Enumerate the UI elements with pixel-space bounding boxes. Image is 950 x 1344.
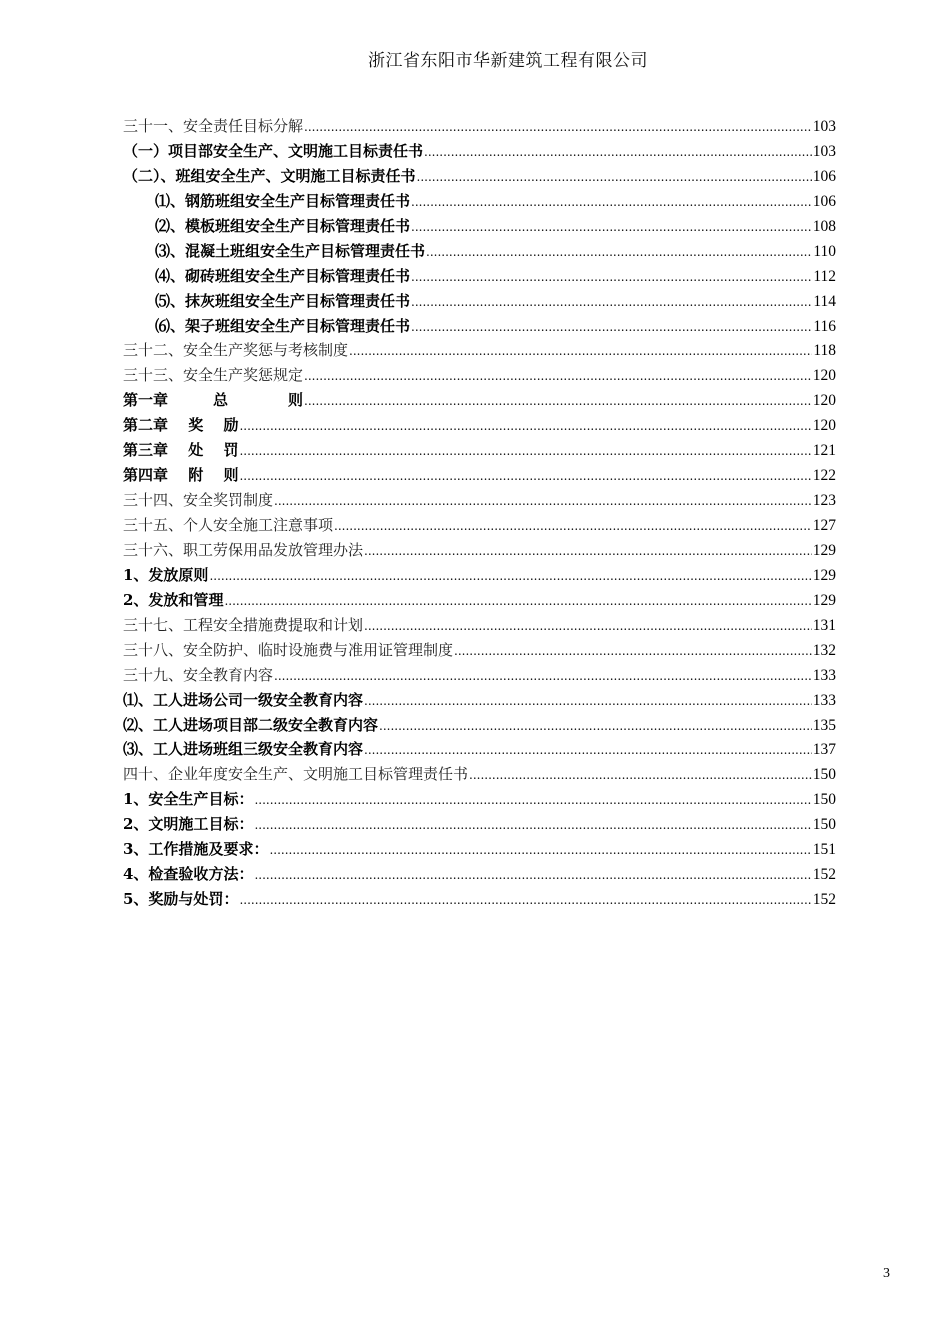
toc-entry[interactable] xyxy=(123,114,836,139)
toc-dot-leader xyxy=(364,738,812,763)
toc-dot-leader xyxy=(254,813,811,838)
toc-entry[interactable] xyxy=(123,413,836,438)
toc-entry-title: ⑵、模板班组安全生产目标管理责任书 xyxy=(155,216,411,235)
toc-entry[interactable] xyxy=(123,363,836,388)
toc-dot-leader xyxy=(417,165,812,190)
toc-entry-title: 第一章 总 则 xyxy=(123,391,304,410)
toc-dot-leader xyxy=(469,763,812,788)
toc-entry-title: ⑶、混凝土班组安全生产目标管理责任书 xyxy=(155,241,426,260)
toc-dot-leader xyxy=(304,364,812,389)
toc-entry-page: 123 xyxy=(812,492,836,510)
toc-dot-leader xyxy=(239,888,811,913)
toc-entry[interactable] xyxy=(123,289,836,314)
toc-entry-page: 137 xyxy=(812,741,836,759)
toc-dot-leader xyxy=(224,589,811,614)
toc-entry-page: 133 xyxy=(812,691,836,709)
toc-entry[interactable] xyxy=(123,388,836,413)
toc-dot-leader xyxy=(239,414,811,439)
toc-entry-title: ⑸、抹灰班组安全生产目标管理责任书 xyxy=(155,291,411,310)
toc-dot-leader xyxy=(274,664,812,689)
toc-entry-title: ⑴、钢筋班组安全生产目标管理责任书 xyxy=(155,191,411,210)
toc-entry-title: 1、发放原则 xyxy=(123,565,209,584)
toc-dot-leader xyxy=(411,215,812,240)
toc-entry[interactable] xyxy=(123,338,836,363)
toc-entry-page: 129 xyxy=(812,566,836,584)
toc-dot-leader xyxy=(364,614,812,639)
toc-entry-page: 120 xyxy=(812,392,836,410)
toc-entry[interactable] xyxy=(123,563,836,588)
toc-dot-leader xyxy=(454,639,812,664)
toc-entry[interactable] xyxy=(123,488,836,513)
toc-entry-page: 108 xyxy=(812,217,836,235)
toc-entry-page: 127 xyxy=(812,517,836,534)
toc-entry-page: 112 xyxy=(813,267,836,285)
toc-entry[interactable] xyxy=(123,762,836,787)
toc-dot-leader xyxy=(426,240,812,265)
toc-entry-title: 1、安全生产目标： xyxy=(123,790,254,809)
toc-entry-title: ⑴、工人进场公司一级安全教育内容 xyxy=(123,690,364,709)
toc-dot-leader xyxy=(411,290,812,315)
toc-entry[interactable] xyxy=(123,812,836,837)
toc-entry-page: 151 xyxy=(812,841,836,859)
toc-entry-page: 103 xyxy=(812,142,836,160)
toc-entry-page: 152 xyxy=(812,866,836,884)
toc-entry[interactable] xyxy=(123,463,836,488)
table-of-contents xyxy=(123,114,836,912)
toc-entry-page: 103 xyxy=(812,118,836,135)
toc-entry-title: 第三章 处 罚 xyxy=(123,441,239,460)
toc-entry-page: 150 xyxy=(812,766,836,784)
toc-entry[interactable] xyxy=(123,638,836,663)
toc-dot-leader xyxy=(411,265,812,290)
toc-dot-leader xyxy=(304,115,812,140)
toc-entry-title: 三十五、个人安全施工注意事项 xyxy=(123,516,334,534)
toc-entry-page: 150 xyxy=(812,816,836,834)
toc-entry[interactable] xyxy=(123,438,836,463)
toc-entry-page: 106 xyxy=(812,192,836,210)
toc-dot-leader xyxy=(209,564,811,589)
toc-entry-page: 152 xyxy=(812,891,836,909)
toc-entry-title: 四十、企业年度安全生产、文明施工目标管理责任书 xyxy=(123,765,469,784)
toc-entry-title: 三十六、职工劳保用品发放管理办法 xyxy=(123,540,364,559)
toc-entry[interactable] xyxy=(123,787,836,812)
toc-entry-page: 118 xyxy=(813,342,836,360)
toc-entry-page: 122 xyxy=(812,467,836,485)
toc-entry[interactable] xyxy=(123,164,836,189)
toc-entry-title: 三十八、安全防护、临时设施费与准用证管理制度 xyxy=(123,640,454,659)
toc-dot-leader xyxy=(364,539,812,564)
toc-entry-page: 116 xyxy=(813,317,836,335)
toc-entry-title: 3、工作措施及要求： xyxy=(123,840,269,859)
toc-entry-page: 120 xyxy=(812,367,836,385)
toc-entry-title: 2、文明施工目标： xyxy=(123,815,254,834)
toc-entry-title: 4、检查验收方法： xyxy=(123,865,254,884)
toc-dot-leader xyxy=(254,863,811,888)
toc-entry-title: 三十二、安全生产奖惩与考核制度 xyxy=(123,341,349,360)
toc-dot-leader xyxy=(379,714,812,739)
toc-entry-page: 150 xyxy=(812,791,836,809)
toc-entry-title: 三十九、安全教育内容 xyxy=(123,665,274,684)
toc-entry-page: 129 xyxy=(812,541,836,559)
toc-entry-page: 106 xyxy=(812,167,836,185)
toc-entry-title: ⑹、架子班组安全生产目标管理责任书 xyxy=(155,316,411,335)
toc-entry[interactable] xyxy=(123,737,836,762)
toc-entry[interactable] xyxy=(123,214,836,239)
toc-dot-leader xyxy=(269,838,811,863)
toc-entry-title: 第四章 附 则 xyxy=(123,466,239,485)
toc-dot-leader xyxy=(364,689,812,714)
toc-entry-page: 110 xyxy=(813,242,836,260)
toc-entry-title: ⑶、工人进场班组三级安全教育内容 xyxy=(123,740,364,759)
toc-entry[interactable] xyxy=(123,139,836,164)
toc-entry-title: ⑵、工人进场项目部二级安全教育内容 xyxy=(123,715,379,734)
toc-dot-leader xyxy=(274,489,812,514)
toc-entry-page: 131 xyxy=(812,616,836,634)
toc-dot-leader xyxy=(411,190,812,215)
toc-entry-title: 第二章 奖 励 xyxy=(123,416,239,435)
toc-dot-leader xyxy=(334,514,812,539)
toc-entry-title: 三十四、安全奖罚制度 xyxy=(123,491,274,510)
toc-dot-leader xyxy=(304,389,812,414)
toc-entry-page: 121 xyxy=(812,442,836,460)
toc-entry[interactable] xyxy=(123,713,836,738)
toc-entry-title: 三十七、工程安全措施费提取和计划 xyxy=(123,615,364,634)
toc-entry-page: 132 xyxy=(812,641,836,659)
toc-entry-page: 129 xyxy=(812,591,836,609)
toc-entry-page: 133 xyxy=(812,666,836,684)
toc-entry[interactable] xyxy=(123,264,836,289)
toc-dot-leader xyxy=(411,315,812,340)
toc-entry-page: 114 xyxy=(813,292,836,310)
toc-entry-title: ⑷、砌砖班组安全生产目标管理责任书 xyxy=(155,266,411,285)
toc-entry[interactable] xyxy=(123,837,836,862)
toc-entry-title: 2、发放和管理 xyxy=(123,590,224,609)
toc-entry[interactable] xyxy=(123,513,836,538)
toc-entry[interactable] xyxy=(123,613,836,638)
page-number: 3 xyxy=(883,1266,890,1281)
toc-entry[interactable] xyxy=(123,862,836,887)
toc-entry[interactable] xyxy=(123,189,836,214)
toc-entry-title: （一）项目部安全生产、文明施工目标责任书 xyxy=(123,141,424,160)
toc-entry[interactable] xyxy=(123,588,836,613)
toc-entry-title: （二）、班组安全生产、文明施工目标责任书 xyxy=(123,166,416,185)
toc-entry-title: 三十一、安全责任目标分解 xyxy=(123,117,304,135)
toc-entry[interactable] xyxy=(123,887,836,912)
toc-entry[interactable] xyxy=(123,538,836,563)
toc-entry-page: 135 xyxy=(812,716,836,734)
toc-entry[interactable] xyxy=(123,663,836,688)
toc-entry-title: 5、奖励与处罚： xyxy=(123,890,239,909)
toc-dot-leader xyxy=(349,339,812,364)
toc-dot-leader xyxy=(424,140,812,165)
toc-entry-title: 三十三、安全生产奖惩规定 xyxy=(123,366,304,385)
toc-dot-leader xyxy=(254,788,811,813)
toc-entry[interactable] xyxy=(123,314,836,339)
page-header: 浙江省东阳市华新建筑工程有限公司 xyxy=(368,51,648,71)
toc-entry[interactable] xyxy=(123,239,836,264)
toc-entry[interactable] xyxy=(123,688,836,713)
toc-entry-page: 120 xyxy=(812,417,836,435)
toc-dot-leader xyxy=(239,464,811,489)
toc-dot-leader xyxy=(239,439,811,464)
